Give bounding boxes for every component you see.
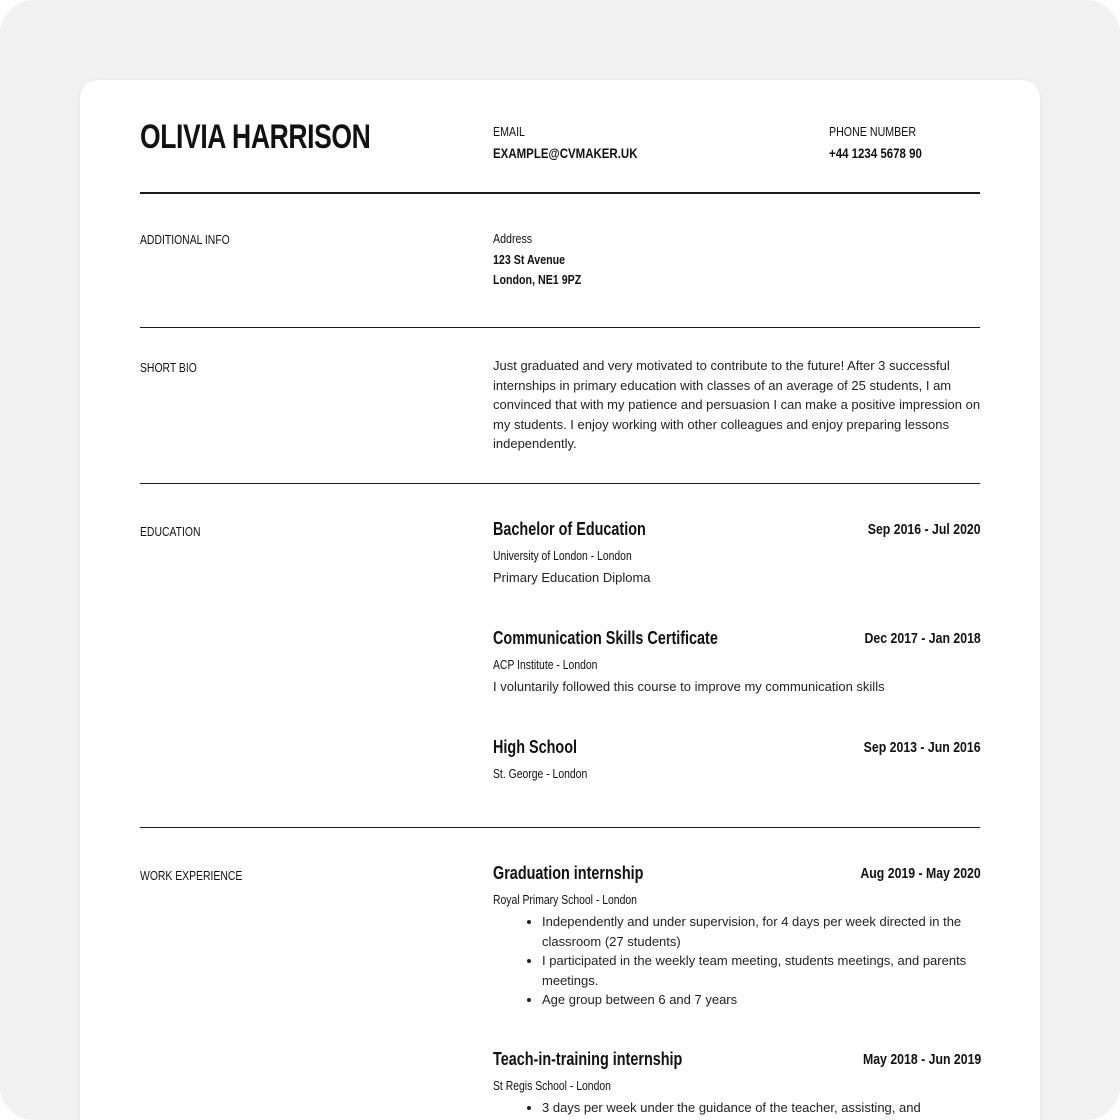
bullet-list [493, 1098, 981, 1118]
entry-dates: Sep 2016 - Jul 2020 [868, 521, 981, 538]
address-line: 123 St Avenue [493, 252, 566, 267]
bullet-list [493, 912, 981, 1010]
address-label: Address [493, 231, 533, 246]
phone-block [829, 124, 942, 161]
bullet-item: • 3 days per week under the guidance of the teacher, assisting, and [542, 1098, 981, 1118]
bullet-item: • Age group between 6 and 7 years [542, 990, 981, 1010]
entry-description: Primary Education Diploma [493, 570, 651, 585]
entry-title: Graduation internship [493, 863, 644, 883]
section-label-work-experience: WORK EXPERIENCE [140, 868, 243, 883]
candidate-name: OLIVIA HARRISON [140, 118, 371, 156]
entry-dates: Aug 2019 - May 2020 [860, 865, 981, 882]
education-entry [493, 519, 981, 588]
section-label-short-bio: SHORT BIO [140, 360, 197, 375]
bullet-item: • I participated in the weekly team meeting, students meetings, and parents meetings. [542, 951, 981, 990]
entry-dates: May 2018 - Jun 2019 [862, 1051, 981, 1068]
entry-employer: St Regis School - London [493, 1078, 611, 1093]
education-entry [493, 628, 981, 697]
section-label-additional-info: ADDITIONAL INFO [140, 232, 230, 247]
section-divider [140, 827, 980, 828]
email-label: EMAIL [493, 124, 525, 139]
bio-text: Just graduated and very motivated to contribute to the future! After 3 successful internships in primary education with classes of an average of 25 students, I am convinced that with my patience and persuasion I can make a positive impression on my students. I enjoy working with other colleagues and enjoy preparing lessons independently. [493, 358, 981, 451]
entry-dates: Dec 2017 - Jan 2018 [864, 630, 981, 647]
phone-label: PHONE NUMBER [829, 124, 917, 139]
entry-employer: Royal Primary School - London [493, 892, 637, 907]
bullet-item: • Independently and under supervision, for 4 days per week directed in the classroom (27 students) [542, 912, 981, 951]
header-divider [140, 192, 980, 194]
entry-dates: Sep 2013 - Jun 2016 [864, 739, 981, 756]
entry-description: I voluntarily followed this course to improve my communication skills [493, 679, 885, 694]
phone-value[interactable]: +44 1234 5678 90 [829, 145, 922, 161]
entry-title: Bachelor of Education [493, 519, 646, 539]
education-entry [493, 737, 981, 784]
section-divider [140, 483, 980, 484]
entry-institution: St. George - London [493, 766, 588, 781]
entry-title: High School [493, 737, 577, 757]
section-label-education: EDUCATION [140, 524, 201, 539]
entry-title: Teach-in-training internship [493, 1049, 683, 1069]
section-divider [140, 327, 980, 328]
entry-institution: ACP Institute - London [493, 657, 598, 672]
address-block [493, 231, 981, 290]
entry-institution: University of London - London [493, 548, 632, 563]
email-value[interactable]: EXAMPLE@CVMAKER.UK [493, 145, 638, 161]
work-entry [493, 1049, 981, 1118]
entry-title: Communication Skills Certificate [493, 628, 718, 648]
address-line: London, NE1 9PZ [493, 272, 582, 287]
work-entry [493, 863, 981, 1010]
email-block [493, 124, 669, 161]
cv-sheet [80, 80, 1040, 1120]
